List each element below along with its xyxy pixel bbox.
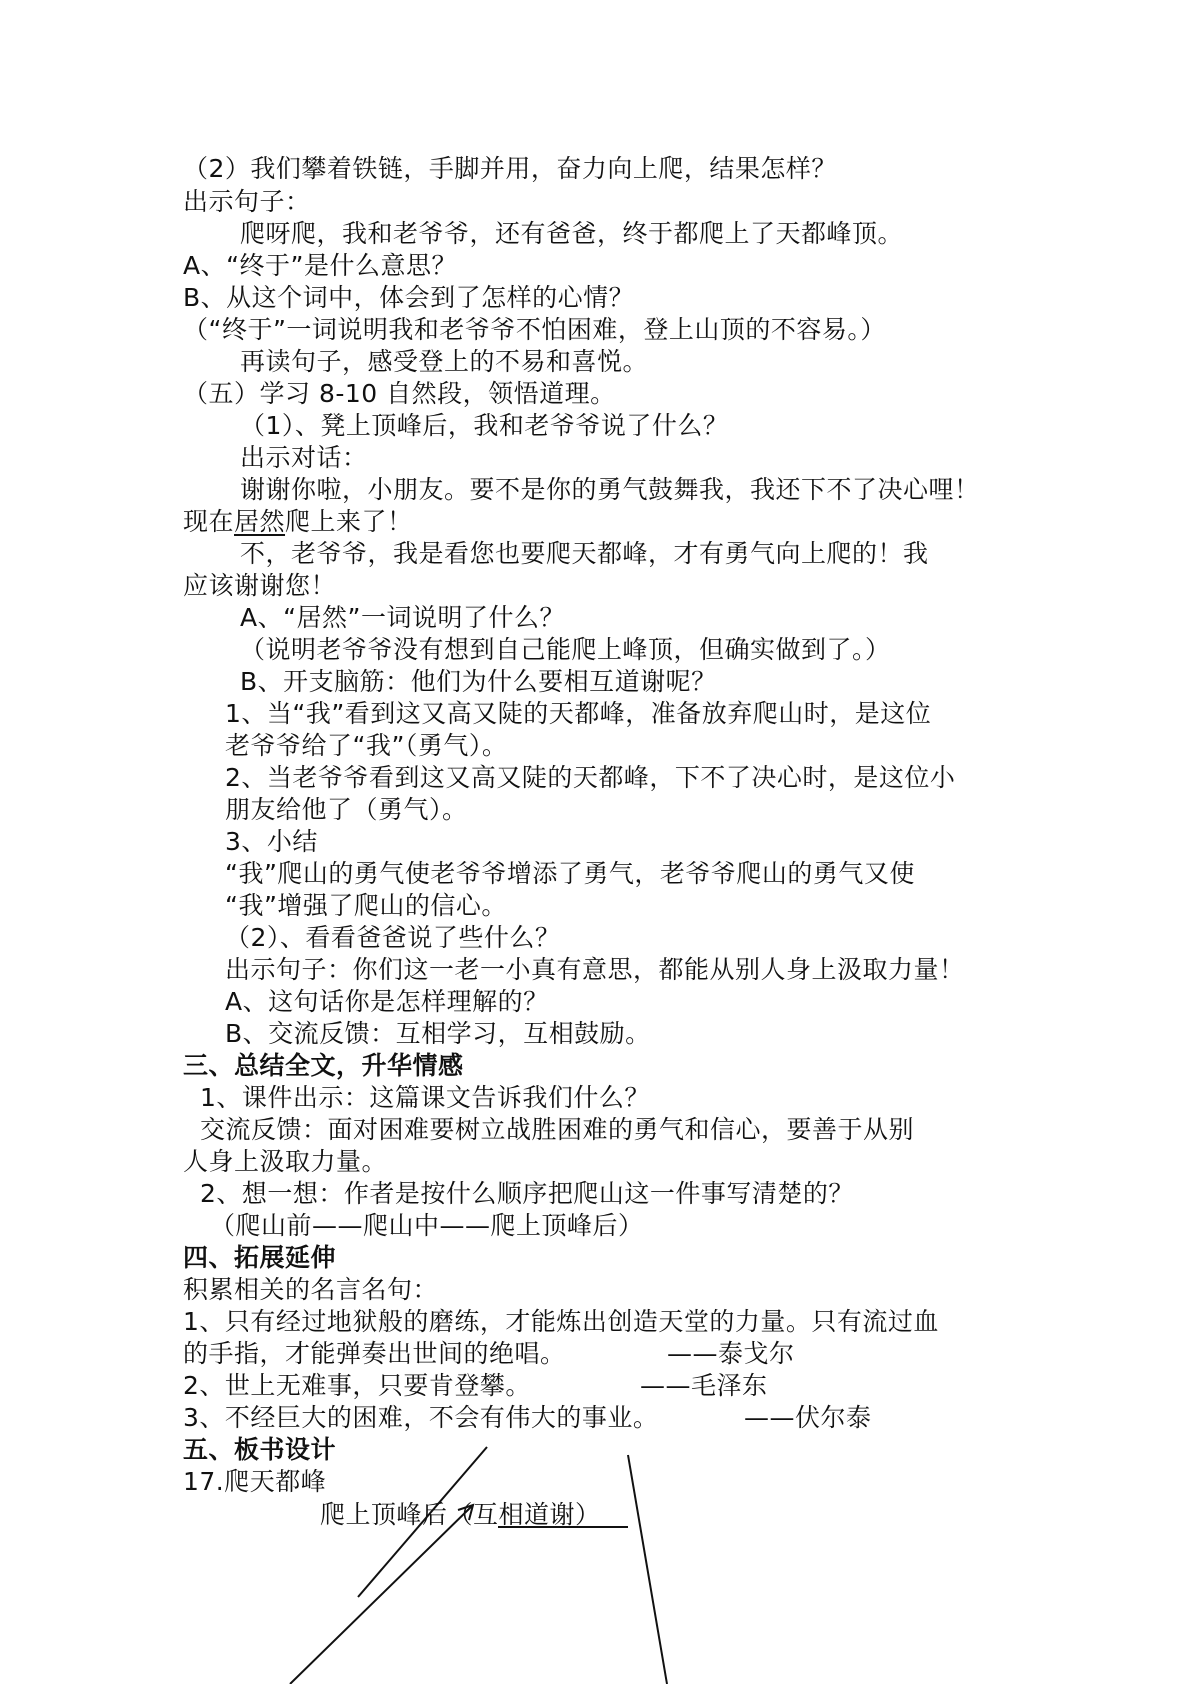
- text-line: 人身上汲取力量。: [183, 1147, 388, 1176]
- section-heading: 五、板书设计: [183, 1435, 337, 1464]
- section-heading: 三、总结全文，升华情感: [183, 1051, 464, 1080]
- text-line: B、交流反馈：互相学习，互相鼓励。: [225, 1019, 651, 1048]
- quote-author: ——毛泽东: [640, 1371, 768, 1400]
- text-line: 3、小结: [225, 827, 318, 856]
- text-fragment: 现在: [183, 507, 235, 536]
- text-line: 出示对话：: [240, 443, 368, 472]
- answer-line: （爬山前——爬山中——爬上顶峰后）: [210, 1211, 644, 1240]
- underlined-word: 居然: [234, 507, 286, 536]
- text-line: 交流反馈：面对困难要树立战胜困难的勇气和信心，要善于从别: [200, 1115, 915, 1144]
- quote-line: 的手指，才能弹奏出世间的绝唱。: [183, 1339, 566, 1368]
- mountain-right-slope: [628, 1455, 667, 1684]
- text-line: 1、当“我”看到这又高又陡的天都峰，准备放弃爬山时，是这位: [225, 699, 932, 728]
- quote-line: 1、只有经过地狱般的磨练，才能炼出创造天堂的力量。只有流过血: [183, 1307, 939, 1336]
- question-line: A、“居然”一词说明了什么？: [240, 603, 566, 632]
- text-line: “我”增强了爬山的信心。: [225, 891, 507, 920]
- board-label: 爬上顶峰后（互相道谢）: [320, 1500, 601, 1529]
- answer-line: （说明老爷爷没有想到自己能爬上峰顶，但确实做到了。）: [240, 635, 891, 664]
- question-line: （2）我们攀着铁链，手脚并用，奋力向上爬，结果怎样？: [183, 154, 837, 183]
- question-line: （1）、凳上顶峰后，我和老爷爷说了什么？: [240, 411, 729, 440]
- text-line: 老爷爷给了“我”（勇气）。: [225, 731, 508, 760]
- question-line: B、开支脑筋：他们为什么要相互道谢呢？: [240, 667, 717, 696]
- section-heading: 四、拓展延伸: [183, 1243, 337, 1272]
- question-line: A、这句话你是怎样理解的？: [225, 987, 549, 1016]
- text-line: “我”爬山的勇气使老爷爷增添了勇气，老爷爷爬山的勇气又使: [225, 859, 915, 888]
- text-line: 再读句子，感受登上的不易和喜悦。: [240, 347, 649, 376]
- climb-arrow-line: [290, 1505, 473, 1684]
- dialogue-line: 谢谢你啦，小朋友。要不是你的勇气鼓舞我，我还下不了决心哩！: [240, 475, 980, 504]
- quote-sentence: 爬呀爬，我和老爷爷，还有爸爸，终于都爬上了天都峰顶。: [240, 219, 904, 248]
- board-title: 17.爬天都峰: [183, 1467, 327, 1496]
- text-line: 朋友给他了（勇气）。: [225, 795, 468, 824]
- text-line: 1、课件出示：这篇课文告诉我们什么？: [200, 1083, 650, 1112]
- text-line: 2、当老爷爷看到这又高又陡的天都峰，下不了决心时，是这位小: [225, 763, 956, 792]
- text-line: 出示句子：: [183, 187, 311, 216]
- answer-line: （“终于”一词说明我和老爷爷不怕困难，登上山顶的不容易。）: [183, 315, 886, 344]
- section-line: （五）学习 8-10 自然段，领悟道理。: [183, 379, 616, 408]
- mountain-upper-slope: [358, 1447, 487, 1597]
- text-line: 积累相关的名言名句：: [183, 1275, 439, 1304]
- question-line: B、从这个词中，体会到了怎样的心情？: [183, 283, 635, 312]
- dialogue-line: 应该谢谢您！: [183, 571, 337, 600]
- quote-line: 2、世上无难事，只要肯登攀。: [183, 1371, 531, 1400]
- text-fragment: 爬上来了！: [285, 507, 413, 536]
- quote-sentence: 出示句子：你们这一老一小真有意思，都能从别人身上汲取力量！: [225, 955, 965, 984]
- quote-author: ——泰戈尔: [667, 1339, 795, 1368]
- question-line: A、“终于”是什么意思？: [183, 251, 458, 280]
- question-line: 2、想一想：作者是按什么顺序把爬山这一件事写清楚的？: [200, 1179, 854, 1208]
- dialogue-line: 不，老爷爷，我是看您也要爬天都峰，才有勇气向上爬的！我: [240, 539, 929, 568]
- quote-line: 3、不经巨大的困难，不会有伟大的事业。: [183, 1403, 659, 1432]
- quote-author: ——伏尔泰: [744, 1403, 872, 1432]
- question-line: （2）、看看爸爸说了些什么？: [225, 923, 561, 952]
